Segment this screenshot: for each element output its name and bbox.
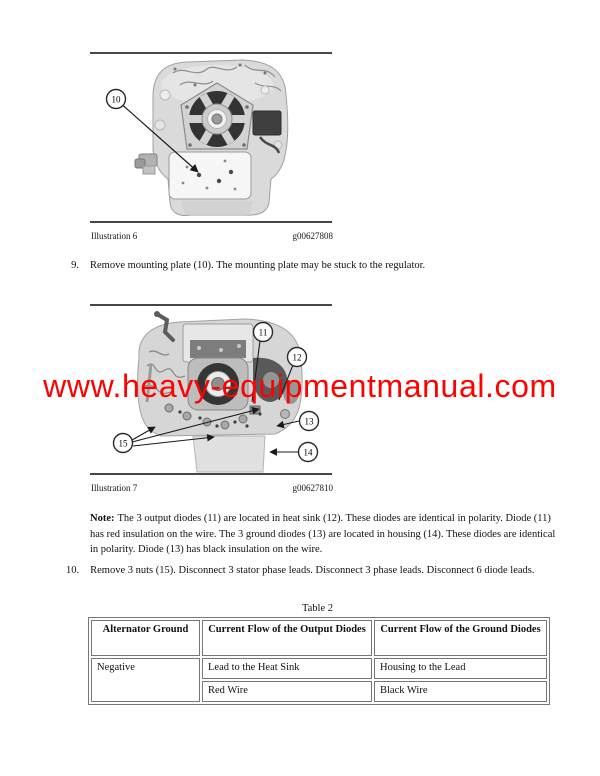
- figure6-ref: g00627808: [292, 231, 333, 241]
- lower-body: [193, 436, 265, 472]
- cell-ground: Negative: [91, 658, 200, 702]
- step-10-text: Remove 3 nuts (15). Disconnect 3 stator phase leads. Disconnect 3 phase leads. Disconnect 6 diode leads.: [90, 565, 535, 576]
- callout-15-label: 15: [118, 438, 128, 449]
- regulator-block: [253, 111, 281, 135]
- header-alternator-ground: Alternator Ground: [91, 620, 200, 656]
- divider: [90, 221, 332, 223]
- divider: [90, 52, 332, 54]
- figure7-ref: g00627810: [292, 483, 333, 493]
- callout-13-label: 13: [304, 416, 314, 427]
- illustration-6-figure: [95, 55, 335, 219]
- table-row: [91, 658, 547, 679]
- note-paragraph: [90, 511, 556, 558]
- figure6-caption: Illustration 6: [91, 231, 138, 241]
- cell-output-1: Lead to the Heat Sink: [202, 658, 372, 679]
- callout-11-label: 11: [258, 327, 268, 338]
- cell-output-2: Red Wire: [202, 681, 372, 702]
- table-2: [88, 617, 550, 705]
- header-output-diodes: Current Flow of the Output Diodes: [202, 620, 372, 656]
- figure7-caption-row: [91, 483, 333, 493]
- step-10: [66, 563, 560, 579]
- table-title: Table 2: [301, 603, 334, 614]
- step-10-number: 10.: [66, 565, 80, 576]
- callout-12-label: 12: [292, 352, 302, 363]
- table-header-row: [91, 620, 547, 656]
- left-fitting: [135, 154, 157, 174]
- callout-10-label: 10: [111, 94, 121, 105]
- cell-ground-2: Black Wire: [374, 681, 547, 702]
- cell-ground-1: Housing to the Lead: [374, 658, 547, 679]
- divider: [90, 473, 332, 475]
- figure7-caption: Illustration 7: [91, 483, 138, 493]
- figure6-caption-row: [91, 231, 333, 241]
- step-9: [66, 258, 560, 274]
- step-9-number: 9.: [71, 260, 79, 271]
- step-9-text: Remove mounting plate (10). The mounting plate may be stuck to the regulator.: [90, 260, 426, 271]
- callout-14-label: 14: [303, 447, 313, 458]
- note-label: Note:: [90, 513, 115, 524]
- note-text: The 3 output diodes (11) are located in heat sink (12). These diodes are identical in polarity. Diode (11) has red insulation on the wire. The 3 ground diodes (13) are located in housing (14). These diodes are identical in polarity. Diode (13) has black insulation on the wire.: [90, 513, 556, 556]
- watermark-text: www.heavy-equipmentmanual.com: [43, 368, 557, 404]
- header-ground-diodes: Current Flow of the Ground Diodes: [374, 620, 547, 656]
- mounting-plate: [169, 152, 251, 199]
